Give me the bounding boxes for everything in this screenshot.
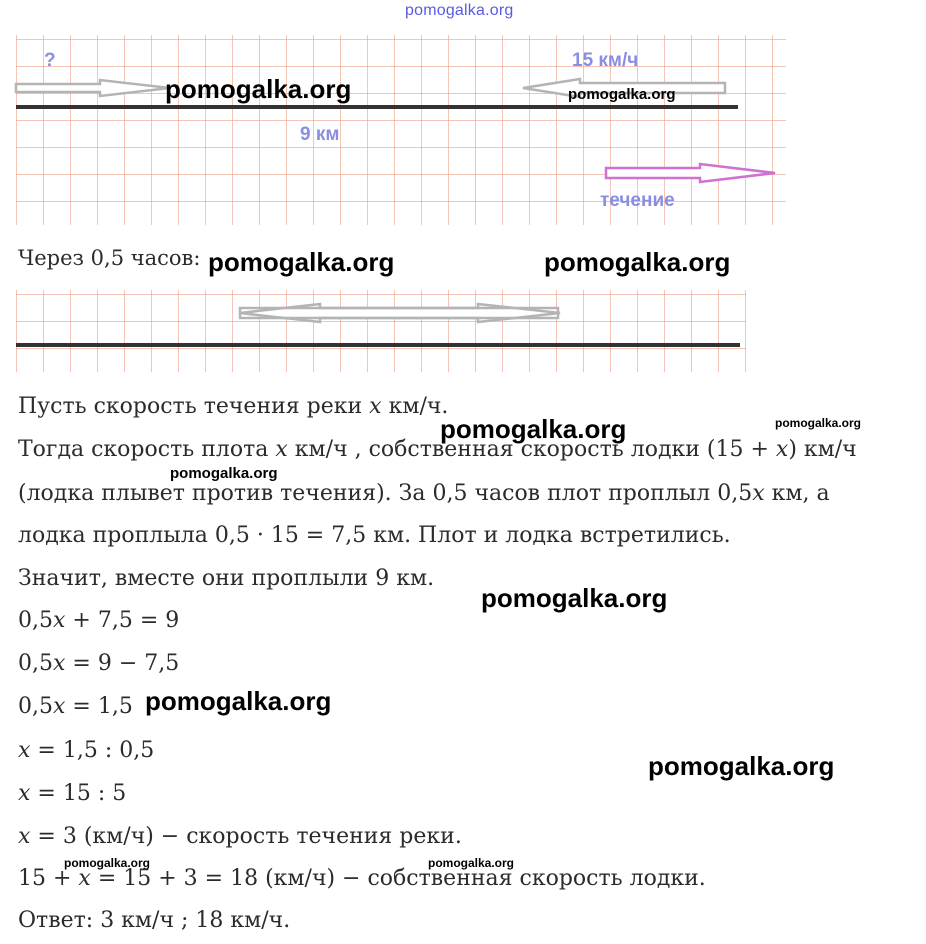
watermark: pomogalka.org xyxy=(428,856,515,870)
watermark: pomogalka.org xyxy=(165,74,352,104)
equation-4: x = 1,5 : 0,5 xyxy=(18,738,155,763)
solution-line-3: (лодка плывет против течения). За 0,5 часов плот проплыл 0,5x км, а xyxy=(18,481,830,506)
equation-2: 0,5x = 9 − 7,5 xyxy=(18,651,180,676)
distance-label: 9 км xyxy=(300,124,340,145)
equation-7: 15 + x = 15 + 3 = 18 (км/ч) − собственная скорость лодки. xyxy=(18,866,706,891)
equation-5: x = 15 : 5 xyxy=(18,781,127,806)
equation-6: x = 3 (км/ч) − скорость течения реки. xyxy=(18,824,462,849)
solution-line-5: Значит, вместе они проплыли 9 км. xyxy=(18,566,435,591)
watermark: pomogalka.org xyxy=(568,86,676,103)
watermark: pomogalka.org xyxy=(775,416,862,430)
watermark: pomogalka.org xyxy=(145,686,332,716)
solution-line-4: лодка проплыла 0,5 · 15 = 7,5 км. Плот и лодка встретились. xyxy=(18,523,731,548)
answer-line: Ответ: 3 км/ч ; 18 км/ч. xyxy=(18,908,291,933)
equation-3: 0,5x = 1,5 xyxy=(18,694,133,719)
equation-1: 0,5x + 7,5 = 9 xyxy=(18,608,180,633)
watermark: pomogalka.org xyxy=(64,856,151,870)
current-label: течение xyxy=(600,190,675,211)
watermark: pomogalka.org xyxy=(481,583,668,613)
diagram-after-caption: Через 0,5 часов: xyxy=(18,246,201,270)
solution-line-2: Тогда скорость плота x км/ч , собственная скорость лодки (15 + x) км/ч xyxy=(18,437,857,462)
watermark: pomogalka.org xyxy=(208,247,395,277)
watermark: pomogalka.org xyxy=(544,247,731,277)
watermark: pomogalka.org xyxy=(170,465,278,482)
site-header-link[interactable]: pomogalka.org xyxy=(405,2,514,19)
unknown-speed-label: ? xyxy=(44,50,56,71)
boat-speed-label: 15 км/ч xyxy=(572,50,639,71)
watermark: pomogalka.org xyxy=(648,751,835,781)
watermark: pomogalka.org xyxy=(440,414,627,444)
solution-line-1: Пусть скорость течения реки x км/ч. xyxy=(18,394,449,419)
